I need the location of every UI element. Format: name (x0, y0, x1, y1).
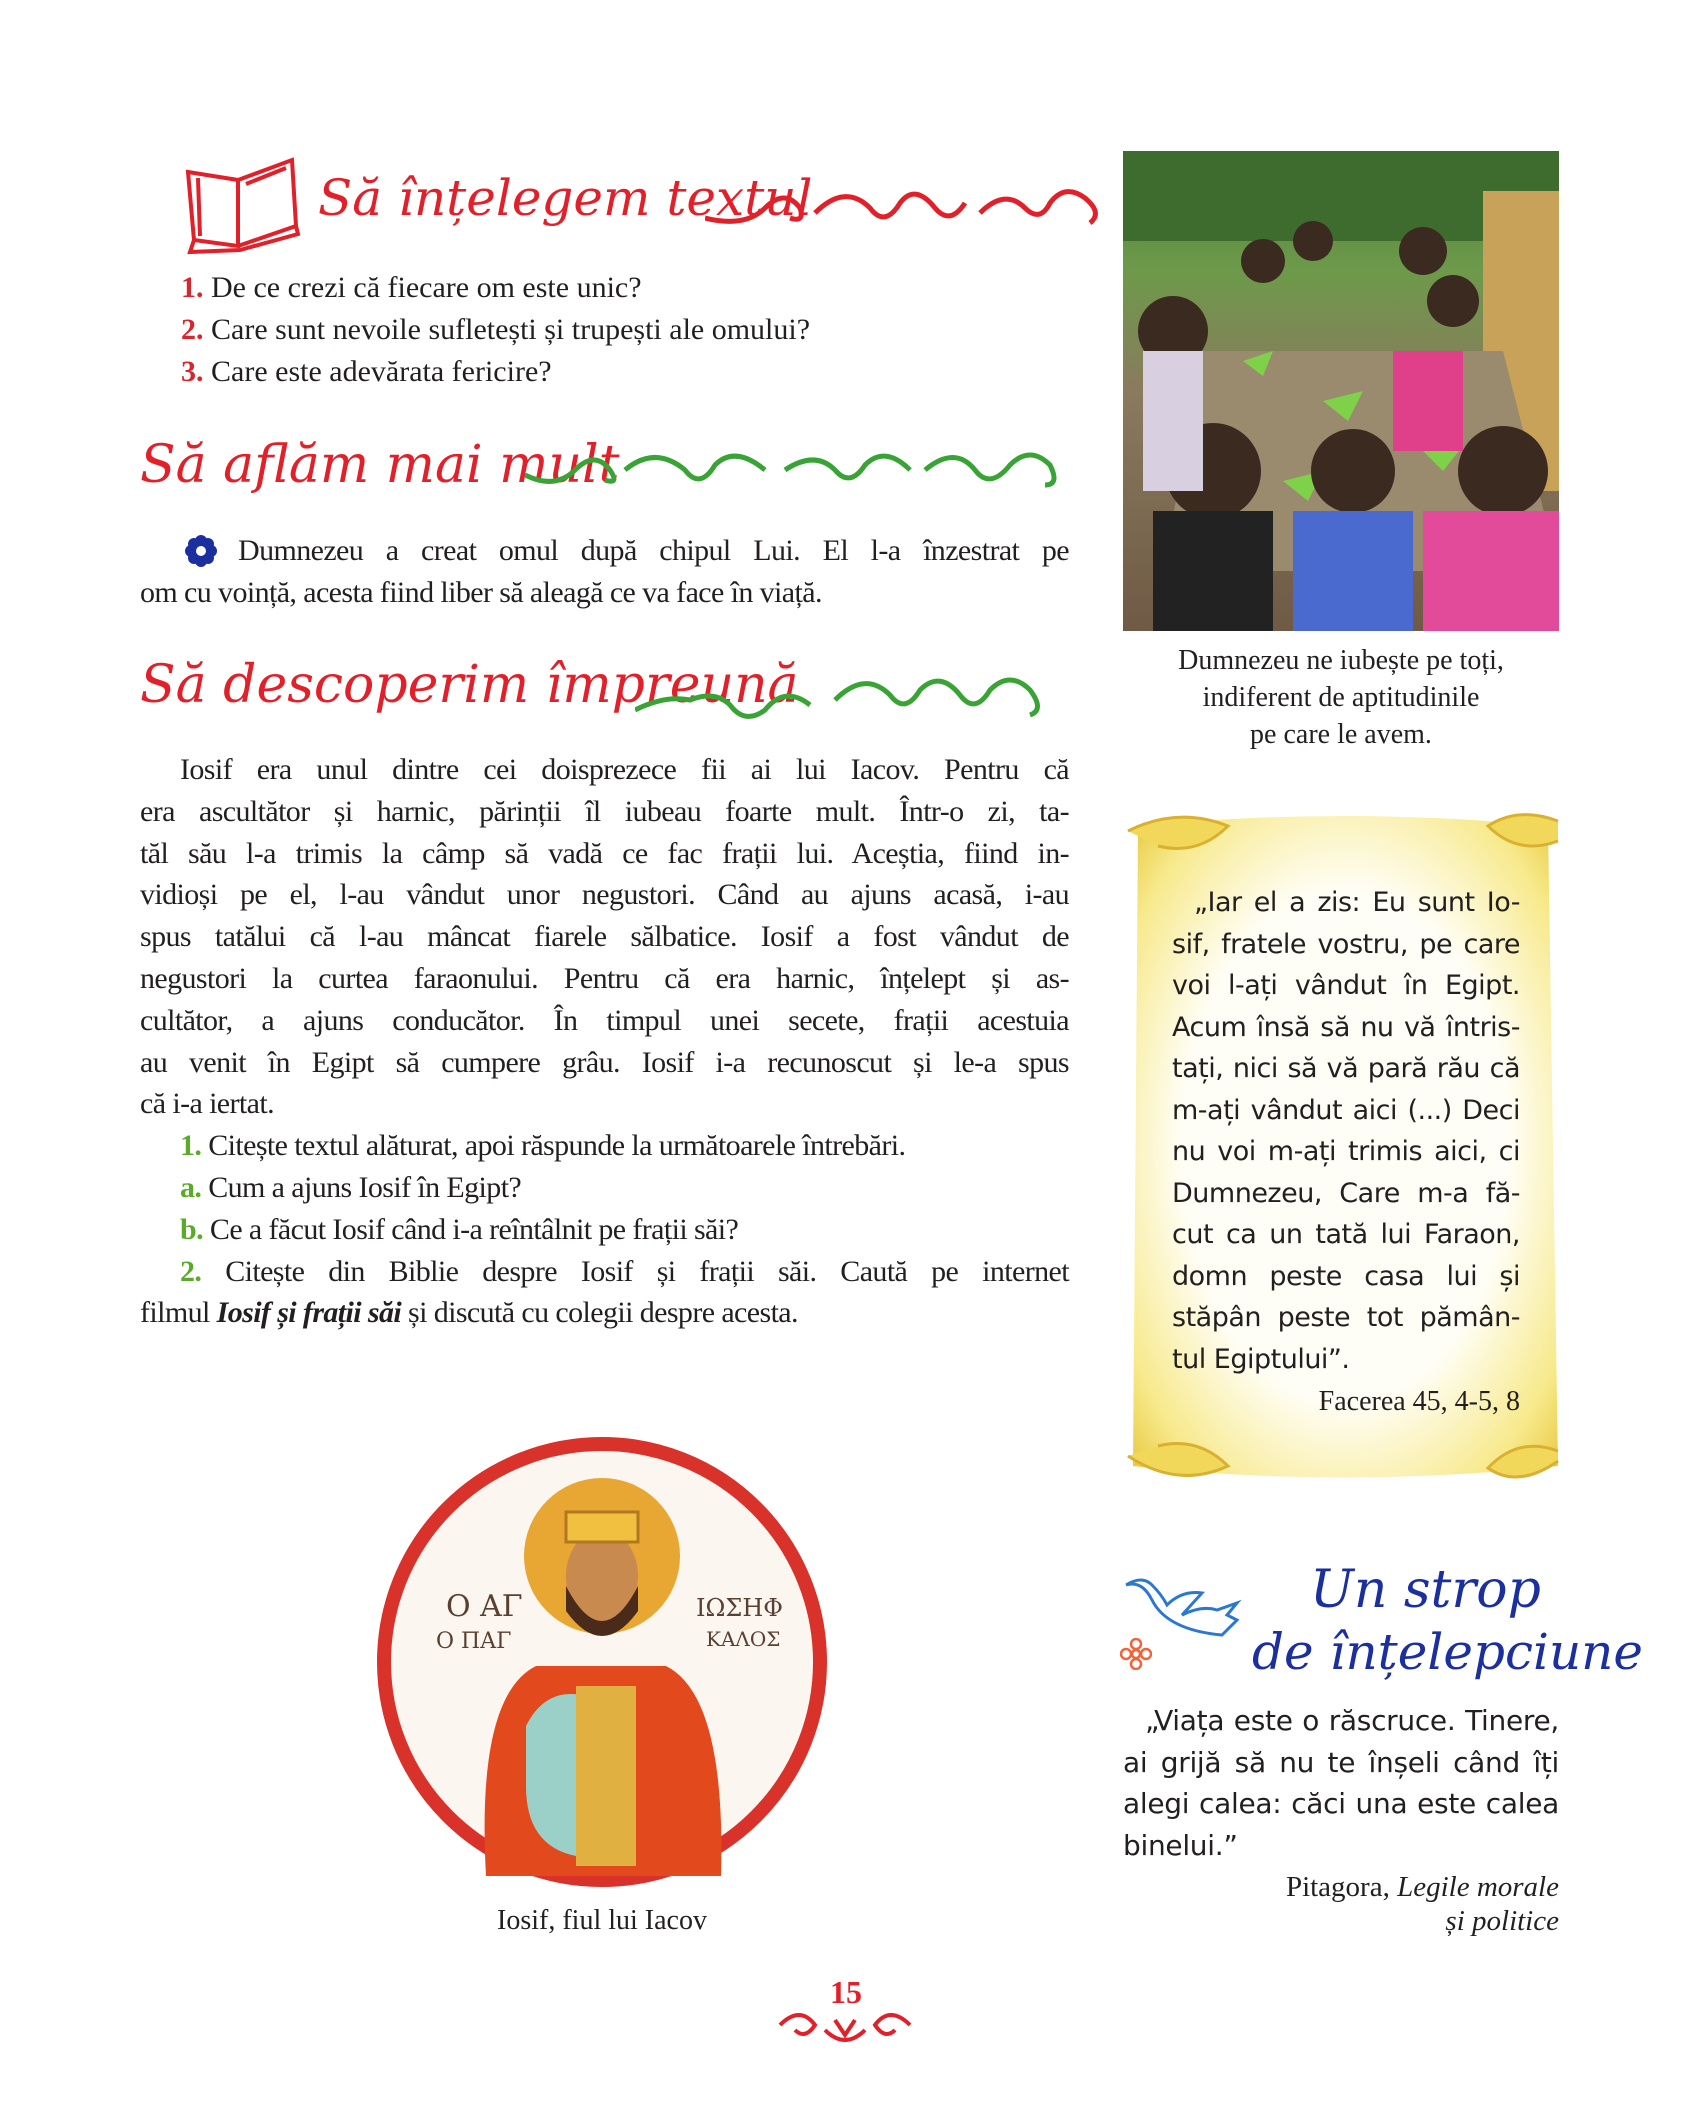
scripture-quote: „Iar el a zis: Eu sunt Io- sif, fratele vostru, pe care voi l-ați vândut în Egipt. Acum însă să nu vă întris- tați, nici să vă pară rău că m-ați vândut aici (...) Deci nu voi m-ați trimis aici, ci Dumnezeu, Care m-a fă- cut ca un tată lui Faraon, domn peste casa lui și stăpân peste tot pămân- tul Egiptului”. (1172, 887, 1520, 1375)
task-item: a. Cum a ajuns Iosif în Egipt? (180, 1170, 522, 1204)
wisdom-title-line1: Un strop (1310, 1560, 1541, 1620)
icon-inscription-left: Ο ΑΓ (446, 1589, 523, 1624)
icon-caption: Iosif, fiul lui Iacov (497, 1905, 707, 1936)
question-item: 2. Care sunt nevoile sufletești și trupești ale omului? (181, 313, 811, 346)
film-title: Iosif și frații săi (216, 1296, 402, 1330)
wisdom-quote: „Viața este o răscruce. Tinere, ai grijă să nu te înșeli când îți alegi calea: căci una este calea binelui.” (1123, 1704, 1559, 1862)
section-title-discover-together: Să descoperim împreună (140, 655, 799, 715)
task-item: b. Ce a făcut Iosif când i-a reîntâlnit pe frații săi? (180, 1212, 739, 1246)
section-title-understand: Să înțelegem textul (318, 169, 813, 227)
wisdom-attribution: Pitagora, Legile morale și politice (1285, 1871, 1559, 1937)
joseph-icon-image (376, 1436, 828, 1888)
flourish-ornament (635, 665, 1065, 740)
page-number: 15 (830, 1974, 862, 2010)
open-book-icon (180, 150, 304, 256)
joseph-story-paragraph: Iosif era unul dintre cei doisprezece fii ai lui Iacov. Pentru că era ascultător și harnic, părinții îl iubeau foarte mult. Într-o zi, ta- tăl său l-a trimis la câmp să vadă ce fac frații lui. Aceștia, fiind in- vidioși pe el, l-au vândut unor negustori. Când au ajuns acasă, i-au spus tatălui că l-au mâncat fiarele sălbatice. Iosif a fost vândut de negustori la curtea faraonului. Pentru că era harnic, înțelept și as- cultător, a ajuns conducător. În timpul unei secete, frații acestuia au venit în Egipt să cumpere grâu. Iosif i-a recunoscut și le-a spus că i-a iertat. 1. Citește textul alăturat, apoi răspunde la următoarele întrebări. a. Cum a ajuns Iosif în Egipt? b. Ce a făcut Iosif când i-a reîntâlnit pe frații săi? 2. Citește din Biblie despre Iosif și frații săi. Caută pe internet filmul Iosif și frații săi și discută cu colegii despre acesta. (140, 753, 1069, 1330)
task-item: 1. Citește textul alăturat, apoi răspunde la următoarele întrebări. (180, 1129, 906, 1163)
flower-icon (1120, 1638, 1152, 1670)
svg-text:Ο ΠΑΓ: Ο ΠΑΓ (436, 1629, 512, 1654)
questions-list (181, 267, 810, 393)
flourish-ornament (525, 440, 1065, 505)
flourish-ornament (705, 178, 1105, 243)
dove-icon (1122, 1575, 1242, 1645)
section-title-learn-more: Să aflăm mai mult (140, 435, 620, 495)
question-item: 1. De ce crezi că fiecare om este unic? (181, 271, 642, 304)
scripture-reference: Facerea 45, 4-5, 8 (1318, 1386, 1520, 1417)
page-ornament (775, 2005, 915, 2055)
task-item: 2. Citește din Biblie despre Iosif și frații săi. Caută pe internet (180, 1254, 1069, 1288)
icon-inscription-right: ΙΩΣΗΦ (696, 1594, 783, 1622)
svg-text:ΚΑΛΟΣ: ΚΑΛΟΣ (706, 1627, 781, 1651)
question-item: 3. Care este adevărata fericire? (181, 355, 552, 388)
photo-caption: Dumnezeu ne iubește pe toți, indiferent de aptitudinile pe care le avem. (1178, 645, 1504, 750)
wisdom-title-line2: de înțelepciune (1252, 1623, 1643, 1681)
learn-more-paragraph: Dumnezeu a creat omul după chipul Lui. El l-a înzestrat pe om cu voință, acesta fiind liber să aleagă ce va face în viață. (140, 534, 1069, 609)
children-photo (1123, 151, 1559, 631)
